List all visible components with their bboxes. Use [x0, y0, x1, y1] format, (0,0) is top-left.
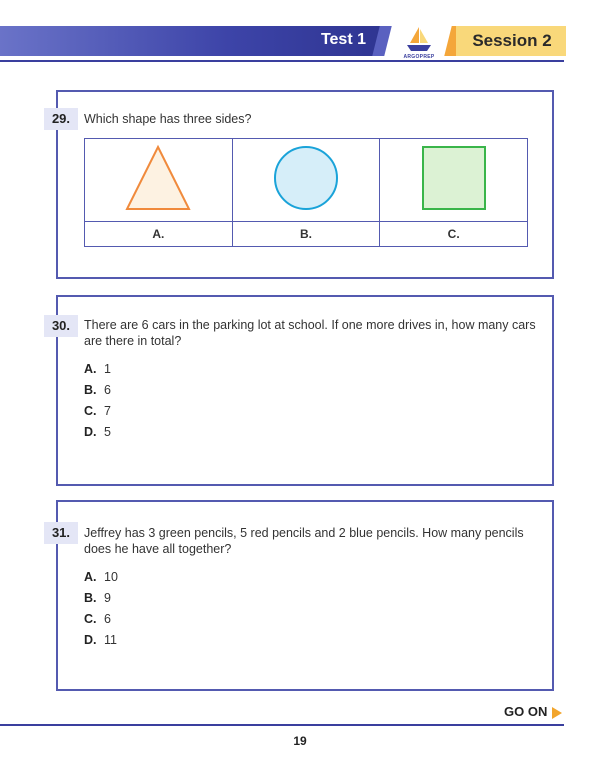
question-30-box — [51, 295, 554, 486]
question-31-box — [51, 500, 554, 691]
argoprep-logo — [396, 24, 442, 60]
choice-letter: B. — [84, 591, 97, 605]
choice-letter: C. — [84, 404, 97, 418]
choice-letter: A. — [84, 362, 97, 376]
option-a-label[interactable]: A. — [85, 222, 233, 247]
logo-text: ARGOPREP — [403, 54, 435, 60]
option-a-shape-cell[interactable] — [85, 139, 233, 222]
choice-letter: D. — [84, 425, 97, 439]
option-c-shape-cell[interactable] — [380, 139, 528, 222]
choice-b[interactable] — [84, 382, 111, 403]
circle-icon — [271, 143, 341, 213]
square-icon — [419, 143, 489, 213]
choice-value: 7 — [104, 404, 111, 418]
question-text: There are 6 cars in the parking lot at school. If one more drives in, how many cars are there in total? — [84, 318, 536, 348]
choice-value: 6 — [104, 612, 111, 626]
test-title: Test 1 — [320, 31, 366, 48]
choice-value: 5 — [104, 425, 111, 439]
option-b-label[interactable]: B. — [232, 222, 380, 247]
question-text: Which shape has three sides? — [84, 112, 252, 126]
option-c-label[interactable]: C. — [380, 222, 528, 247]
question-29-box — [51, 90, 554, 279]
choice-letter: C. — [84, 612, 97, 626]
session-title: Session 2 — [472, 31, 552, 50]
shape-options-table — [84, 138, 528, 247]
question-number: 30. — [44, 315, 78, 337]
question-number: 31. — [44, 522, 78, 544]
choice-letter: A. — [84, 570, 97, 584]
choice-b[interactable] — [84, 590, 118, 611]
header-rule — [0, 60, 564, 62]
choice-d[interactable] — [84, 632, 118, 653]
answer-choices — [84, 569, 118, 653]
choice-c[interactable] — [84, 611, 118, 632]
choice-letter: D. — [84, 633, 97, 647]
triangle-icon — [123, 143, 193, 213]
option-b-shape-cell[interactable] — [232, 139, 380, 222]
choice-letter: B. — [84, 383, 97, 397]
choice-value: 9 — [104, 591, 111, 605]
choice-a[interactable] — [84, 361, 111, 382]
choice-value: 11 — [104, 633, 117, 647]
choice-c[interactable] — [84, 403, 111, 424]
go-on-label: GO ON — [504, 704, 548, 719]
answer-choices — [84, 361, 111, 445]
footer-rule — [0, 724, 564, 726]
page-number: 19 — [293, 734, 307, 748]
choice-value: 1 — [104, 362, 111, 376]
question-text: Jeffrey has 3 green pencils, 5 red pencils and 2 blue pencils. How many pencils does he have all together? — [84, 526, 524, 556]
choice-d[interactable] — [84, 424, 111, 445]
sailboat-icon — [396, 24, 442, 54]
choice-value: 6 — [104, 383, 111, 397]
arrow-right-icon — [552, 707, 562, 719]
question-number: 29. — [44, 108, 78, 130]
choice-value: 10 — [104, 570, 118, 584]
choice-a[interactable] — [84, 569, 118, 590]
